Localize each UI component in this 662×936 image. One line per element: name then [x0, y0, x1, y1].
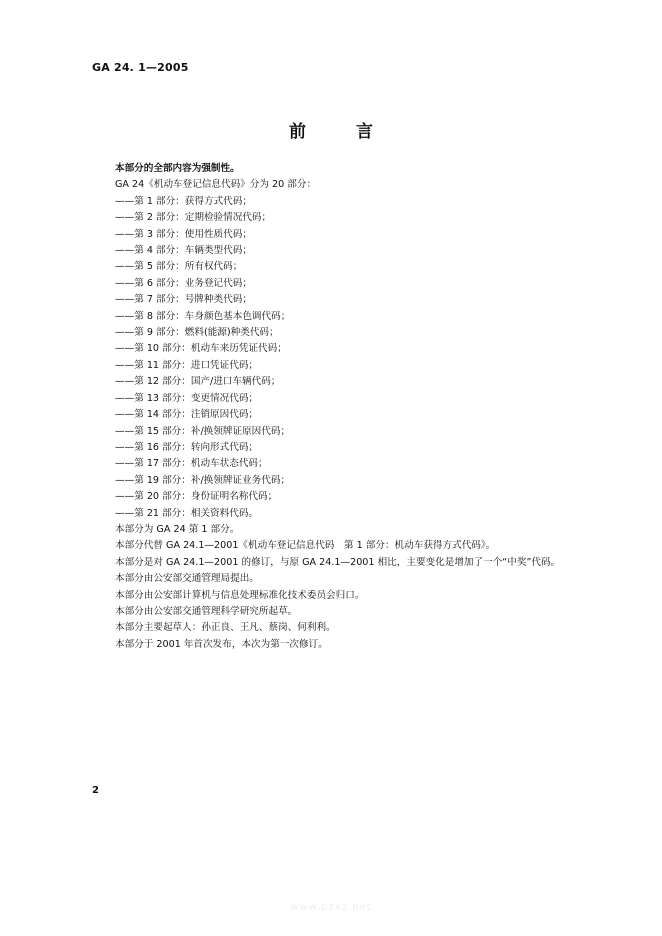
proposer-statement: 本部分由公安部交通管理局提出。: [115, 573, 259, 585]
document-code: GA 24. 1—2005: [92, 61, 189, 74]
list-item: ——第 6 部分：业务登记代码；: [115, 277, 252, 289]
watermark: www.bzxz.net: [290, 902, 372, 913]
list-item: ——第 20 部分：身份证明名称代码；: [115, 491, 278, 503]
drafters: 本部分主要起草人：孙正良、王凡、蔡岗、何利利。: [115, 622, 336, 634]
list-item: ——第 5 部分：所有权代码；: [115, 261, 243, 273]
list-item: ——第 10 部分：机动车来历凭证代码；: [115, 343, 287, 355]
responsible-committee: 本部分由公安部计算机与信息处理标准化技术委员会归口。: [115, 589, 365, 601]
list-item: ——第 2 部分：定期检验情况代码；: [115, 212, 272, 224]
list-item: ——第 1 部分：获得方式代码；: [115, 195, 252, 207]
release-history: 本部分于 2001 年首次发布，本次为第一次修订。: [115, 638, 328, 650]
parts-list: [96, 194, 574, 522]
revision-statement: 本部分是对 GA 24.1—2001 的修订，与原 GA 24.1—2001 相比，主要变化是增加了一个“中奖”代码。: [115, 556, 561, 568]
foreword-body: [96, 161, 574, 653]
list-item: ——第 3 部分：使用性质代码；: [115, 228, 252, 240]
list-item: ——第 17 部分：机动车状态代码；: [115, 458, 268, 470]
replaces-statement: 本部分代替 GA 24.1—2001《机动车登记信息代码 第 1 部分：机动车获得方式代码》。: [115, 540, 496, 552]
mandatory-statement: 本部分的全部内容为强制性。: [115, 163, 240, 174]
page-title: 前 言: [289, 122, 395, 142]
list-item: ——第 14 部分：注销原因代码；: [115, 409, 259, 421]
list-item: ——第 12 部分：国产/进口车辆代码；: [115, 376, 281, 388]
parts-intro: GA 24《机动车登记信息代码》分为 20 部分：: [115, 179, 317, 191]
page-number: 2: [92, 785, 99, 796]
part-designation: 本部分为 GA 24 第 1 部分。: [115, 523, 240, 535]
list-item: ——第 7 部分：号牌种类代码；: [115, 294, 252, 306]
list-item: ——第 4 部分：车辆类型代码；: [115, 245, 252, 257]
list-item: ——第 19 部分：补/换领牌证业务代码；: [115, 474, 291, 486]
list-item: ——第 8 部分：车身颜色基本色调代码；: [115, 310, 291, 322]
list-item: ——第 9 部分：燃料(能源)种类代码；: [115, 327, 279, 339]
list-item: ——第 21 部分：相关资料代码。: [115, 507, 259, 519]
list-item: ——第 15 部分：补/换领牌证原因代码；: [115, 425, 291, 437]
list-item: ——第 16 部分：转向形式代码；: [115, 441, 259, 453]
list-item: ——第 13 部分：变更情况代码；: [115, 392, 259, 404]
list-item: ——第 11 部分：进口凭证代码；: [115, 359, 259, 371]
drafting-organization: 本部分由公安部交通管理科学研究所起草。: [115, 605, 298, 617]
